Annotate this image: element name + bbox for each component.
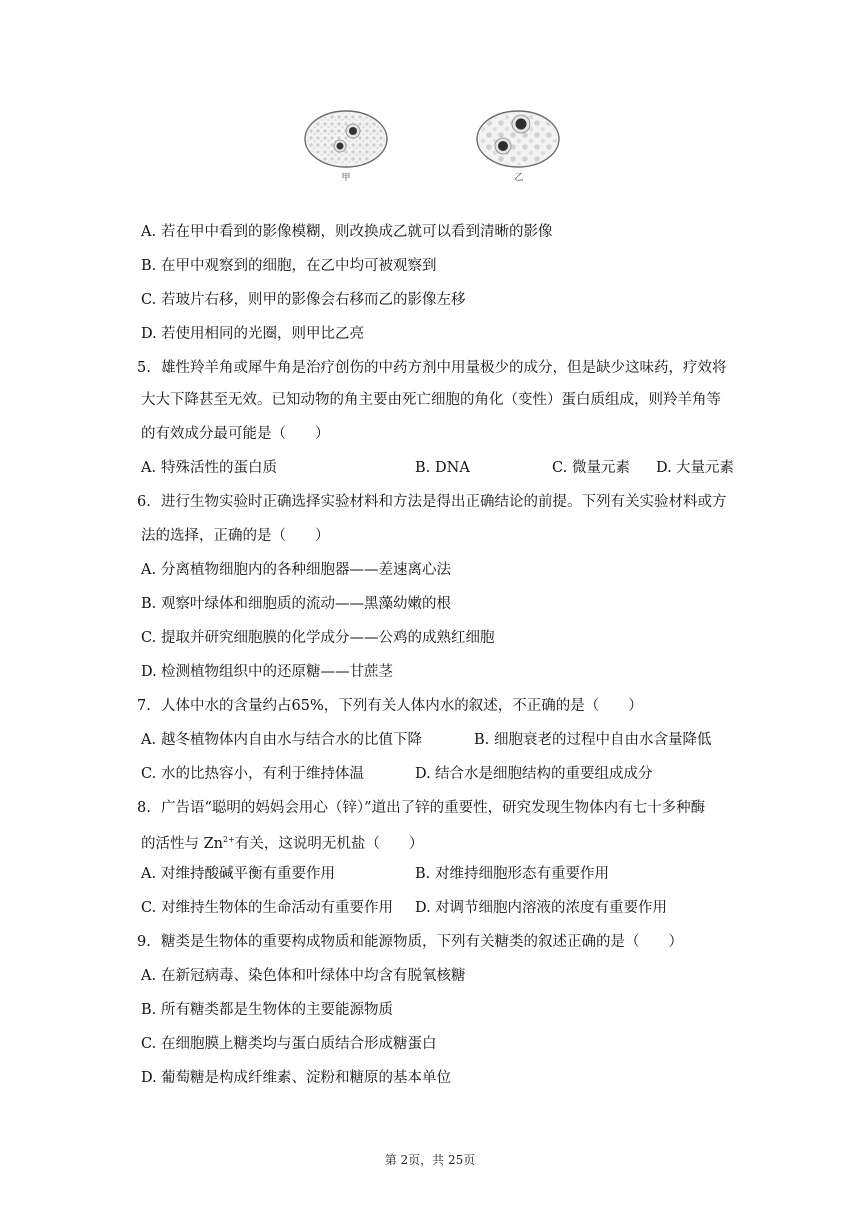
q5-option-b: [415, 458, 470, 478]
q4-option-c: [141, 290, 466, 310]
q7-stem-line-1: [137, 696, 643, 716]
option-text: 分离植物细胞内的各种细胞器——差速离心法: [161, 562, 451, 578]
q7-option-a: [141, 730, 422, 750]
q8-option-a: [141, 864, 335, 884]
question-text: 人体中水的含量约占65%，下列有关人体内水的叙述，不正确的是（ ）: [161, 698, 643, 714]
q7-option-b: [474, 730, 712, 750]
figure-jia: [302, 108, 390, 184]
microscope-figures: [0, 108, 860, 184]
zinc-charge-superscript: 2+: [223, 835, 235, 844]
option-text: 水的比热容小，有利于维持体温: [161, 766, 364, 782]
q5-stem-line-1: [137, 358, 727, 378]
figure-yi: [474, 108, 562, 184]
option-text: 结合水是细胞结构的重要组成成分: [435, 766, 653, 782]
q6-option-d: [141, 662, 393, 682]
option-text: 检测植物组织中的还原糖——甘蔗茎: [161, 664, 393, 680]
option-letter: D.: [141, 1070, 157, 1086]
option-letter: C.: [141, 630, 157, 646]
option-text: 越冬植物体内自由水与结合水的比值下降: [161, 732, 422, 748]
option-text: 若在甲中看到的影像模糊，则改换成乙就可以看到清晰的影像: [161, 224, 553, 240]
option-letter: A.: [141, 732, 157, 748]
option-letter: A.: [141, 562, 157, 578]
q5-option-a: [141, 458, 277, 478]
q5-stem-line-2: 大大下降甚至无效。已知动物的角主要由死亡细胞的角化（变性）蛋白质组成，则羚羊角等: [141, 392, 721, 408]
q4-option-d: [141, 324, 364, 344]
q9-option-a: [141, 966, 466, 986]
q5-option-c: [552, 458, 630, 478]
option-letter: D.: [415, 900, 431, 916]
question-number: 6.: [137, 494, 151, 510]
q7-option-d: [415, 764, 653, 784]
option-letter: B.: [141, 596, 157, 612]
option-letter: C.: [552, 460, 568, 476]
option-text: 在细胞膜上糖类均与蛋白质结合形成糖蛋白: [161, 1036, 437, 1052]
question-number: 8.: [137, 800, 151, 816]
option-text: 所有糖类都是生物体的主要能源物质: [161, 1002, 393, 1018]
question-number: 9.: [137, 934, 151, 950]
option-letter: D.: [415, 766, 431, 782]
option-letter: B.: [474, 732, 490, 748]
option-letter: A.: [141, 460, 157, 476]
question-text: 进行生物实验时正确选择实验材料和方法是得出正确结论的前提。下列有关实验材料或方: [161, 494, 727, 510]
option-letter: B.: [415, 460, 431, 476]
q8-option-d: [415, 898, 667, 918]
option-letter: A.: [141, 224, 157, 240]
option-letter: A.: [141, 968, 157, 984]
q8-option-c: [141, 898, 393, 918]
q6-option-a: [141, 560, 451, 580]
option-letter: B.: [141, 1002, 157, 1018]
figure-jia-label: 甲: [341, 173, 351, 183]
option-text: 对维持细胞形态有重要作用: [435, 866, 609, 882]
question-text: 雄性羚羊角或犀牛角是治疗创伤的中药方剂中用量极少的成分，但是缺少这味药，疗效将: [161, 360, 727, 376]
q8-option-b: [415, 864, 609, 884]
q4-option-a: [141, 222, 553, 242]
option-text: 大量元素: [676, 460, 734, 476]
option-letter: C.: [141, 1036, 157, 1052]
option-text: 葡萄糖是构成纤维素、淀粉和糖原的基本单位: [161, 1070, 451, 1086]
q9-option-c: [141, 1034, 437, 1054]
option-text: 对调节细胞内溶液的浓度有重要作用: [435, 900, 667, 916]
question-number: 7.: [137, 698, 151, 714]
option-text: 提取并研究细胞膜的化学成分——公鸡的成熟红细胞: [161, 630, 495, 646]
option-text: 对维持酸碱平衡有重要作用: [161, 866, 335, 882]
option-letter: B.: [141, 258, 157, 274]
figure-yi-label: 乙: [514, 173, 524, 183]
microscope-field-yi-image: [474, 108, 562, 170]
question-number: 5.: [137, 360, 151, 376]
q9-option-d: [141, 1068, 451, 1088]
option-text: 细胞衰老的过程中自由水含量降低: [494, 732, 712, 748]
q7-option-c: [141, 764, 364, 784]
option-text: 观察叶绿体和细胞质的流动——黑藻幼嫩的根: [161, 596, 451, 612]
q6-stem-line-2: 法的选择，正确的是（ ）: [141, 528, 330, 544]
microscope-field-jia-image: [302, 108, 390, 170]
question-text: 糖类是生物体的重要构成物质和能源物质，下列有关糖类的叙述正确的是（ ）: [161, 934, 683, 950]
option-text: 若玻片右移，则甲的影像会右移而乙的影像左移: [161, 292, 466, 308]
option-text: 在新冠病毒、染色体和叶绿体中均含有脱氧核糖: [161, 968, 466, 984]
question-text: 广告语“聪明的妈妈会用心（锌）”道出了锌的重要性，研究发现生物体内有七十多种酶: [161, 800, 706, 816]
q9-option-b: [141, 1000, 393, 1020]
q5-option-d: [656, 458, 734, 478]
option-text: 特殊活性的蛋白质: [161, 460, 277, 476]
option-text: 微量元素: [572, 460, 630, 476]
q6-option-c: [141, 628, 495, 648]
q9-stem-line-1: [137, 932, 683, 952]
q8-text-post: 有关，这说明无机盐（ ）: [234, 835, 424, 852]
option-text: 对维持生物体的生命活动有重要作用: [161, 900, 393, 916]
option-letter: C.: [141, 766, 157, 782]
q6-stem-line-1: [137, 492, 727, 512]
option-letter: C.: [141, 292, 157, 308]
q5-stem-line-3: 的有效成分最可能是（ ）: [141, 426, 330, 442]
q6-option-b: [141, 594, 451, 614]
option-text: DNA: [435, 460, 470, 476]
option-letter: D.: [141, 326, 157, 342]
option-letter: A.: [141, 866, 157, 882]
option-letter: D.: [141, 664, 157, 680]
option-letter: D.: [656, 460, 672, 476]
page-footer: 第 2页，共 25页: [384, 1153, 476, 1167]
option-letter: B.: [415, 866, 431, 882]
option-text: 若使用相同的光圈，则甲比乙亮: [161, 326, 364, 342]
option-text: 在甲中观察到的细胞，在乙中均可被观察到: [161, 258, 437, 274]
option-letter: C.: [141, 900, 157, 916]
q8-stem-line-1: [137, 798, 705, 818]
q8-text-pre: 的活性与 Zn: [141, 835, 224, 852]
q4-option-b: [141, 256, 437, 276]
q8-stem-line-2: [141, 830, 423, 854]
